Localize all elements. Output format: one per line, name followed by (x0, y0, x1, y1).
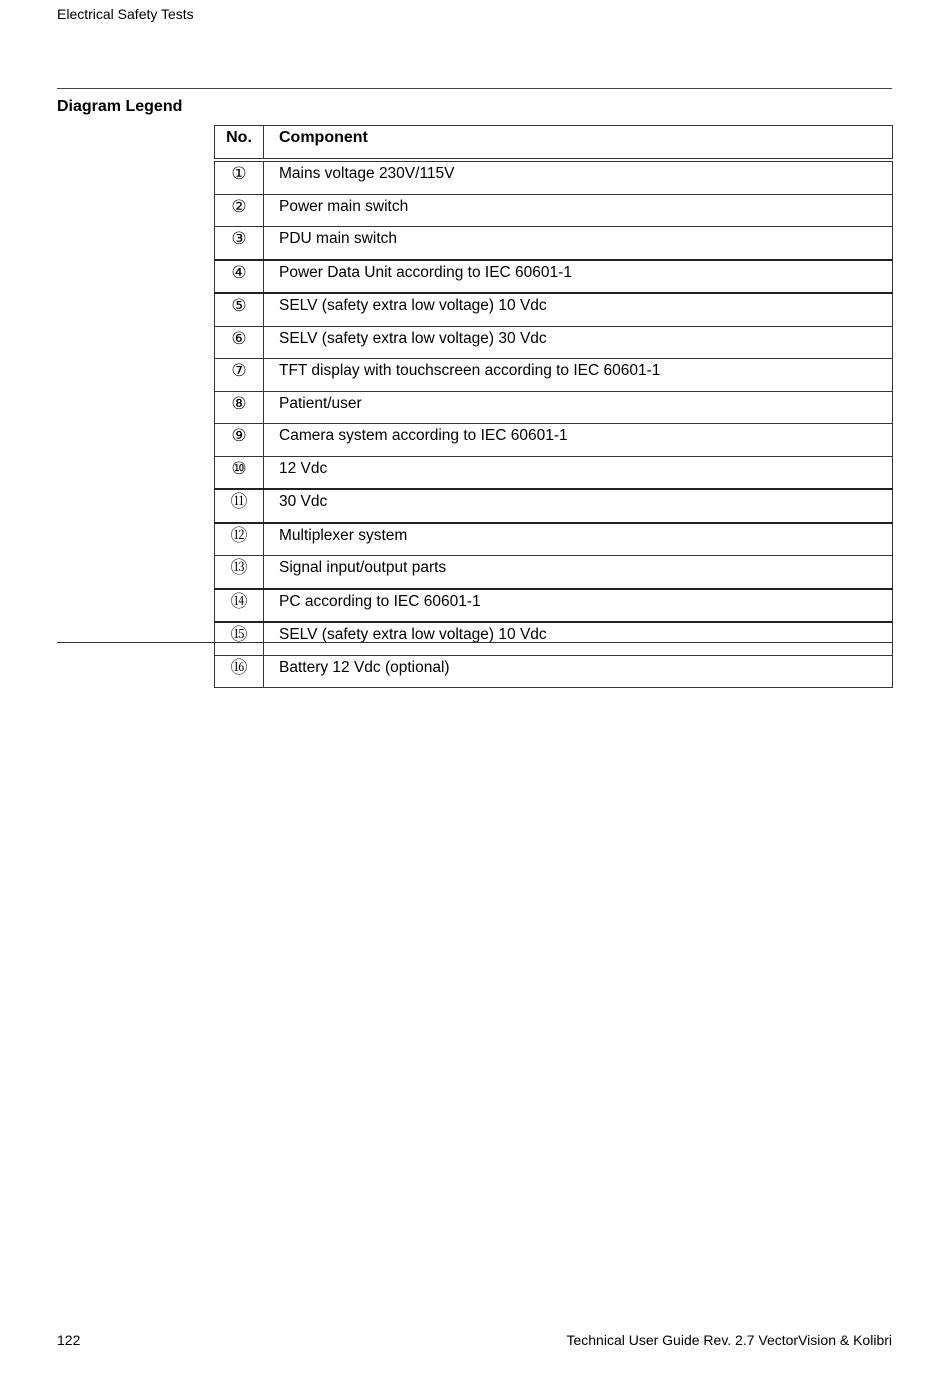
row-component: Camera system according to IEC 60601-1 (264, 424, 893, 457)
table-row (215, 523, 893, 556)
row-component: SELV (safety extra low voltage) 10 Vdc (264, 293, 893, 326)
row-component: Power Data Unit according to IEC 60601-1 (264, 260, 893, 294)
running-header: Electrical Safety Tests (57, 6, 194, 22)
row-number: ③ (215, 227, 264, 260)
row-component: PDU main switch (264, 227, 893, 260)
section-title: Diagram Legend (57, 98, 183, 115)
column-header-component: Component (264, 126, 893, 161)
row-number: ⑨ (215, 424, 264, 457)
row-component: Mains voltage 230V/115V (264, 160, 893, 194)
table-row (215, 326, 893, 359)
table-header-row (215, 126, 893, 161)
row-number: ④ (215, 260, 264, 294)
row-component: Power main switch (264, 194, 893, 227)
row-number: ⑧ (215, 391, 264, 424)
table-row (215, 456, 893, 489)
diagram-legend-table (214, 125, 893, 688)
table-row (215, 622, 893, 655)
row-number: ⑬ (215, 556, 264, 589)
footer-document-title: Technical User Guide Rev. 2.7 VectorVision & Kolibri (566, 1332, 892, 1348)
table-row (215, 194, 893, 227)
page-number: 122 (57, 1332, 81, 1348)
row-component: PC according to IEC 60601-1 (264, 589, 893, 623)
row-number: ⑪ (215, 489, 264, 523)
row-component: 12 Vdc (264, 456, 893, 489)
row-number: ⑦ (215, 359, 264, 392)
table-row (215, 391, 893, 424)
table-row (215, 359, 893, 392)
row-number: ⑭ (215, 589, 264, 623)
row-number: ⑮ (215, 622, 264, 655)
bottom-divider (57, 642, 892, 643)
row-component: SELV (safety extra low voltage) 30 Vdc (264, 326, 893, 359)
table-row (215, 489, 893, 523)
row-number: ① (215, 160, 264, 194)
table-row (215, 589, 893, 623)
row-number: ② (215, 194, 264, 227)
row-component: Patient/user (264, 391, 893, 424)
row-component: SELV (safety extra low voltage) 10 Vdc (264, 622, 893, 655)
top-divider (57, 88, 892, 89)
table-row (215, 260, 893, 294)
row-number: ⑥ (215, 326, 264, 359)
table-row (215, 293, 893, 326)
row-component: Battery 12 Vdc (optional) (264, 655, 893, 688)
row-number: ⑤ (215, 293, 264, 326)
row-component: 30 Vdc (264, 489, 893, 523)
row-component: TFT display with touchscreen according to IEC 60601-1 (264, 359, 893, 392)
row-number: ⑫ (215, 523, 264, 556)
table-row (215, 424, 893, 457)
table-row (215, 227, 893, 260)
table-row (215, 655, 893, 688)
table-row (215, 160, 893, 194)
column-header-no: No. (215, 126, 264, 161)
row-number: ⑯ (215, 655, 264, 688)
row-component: Signal input/output parts (264, 556, 893, 589)
table-row (215, 556, 893, 589)
row-component: Multiplexer system (264, 523, 893, 556)
row-number: ⑩ (215, 456, 264, 489)
